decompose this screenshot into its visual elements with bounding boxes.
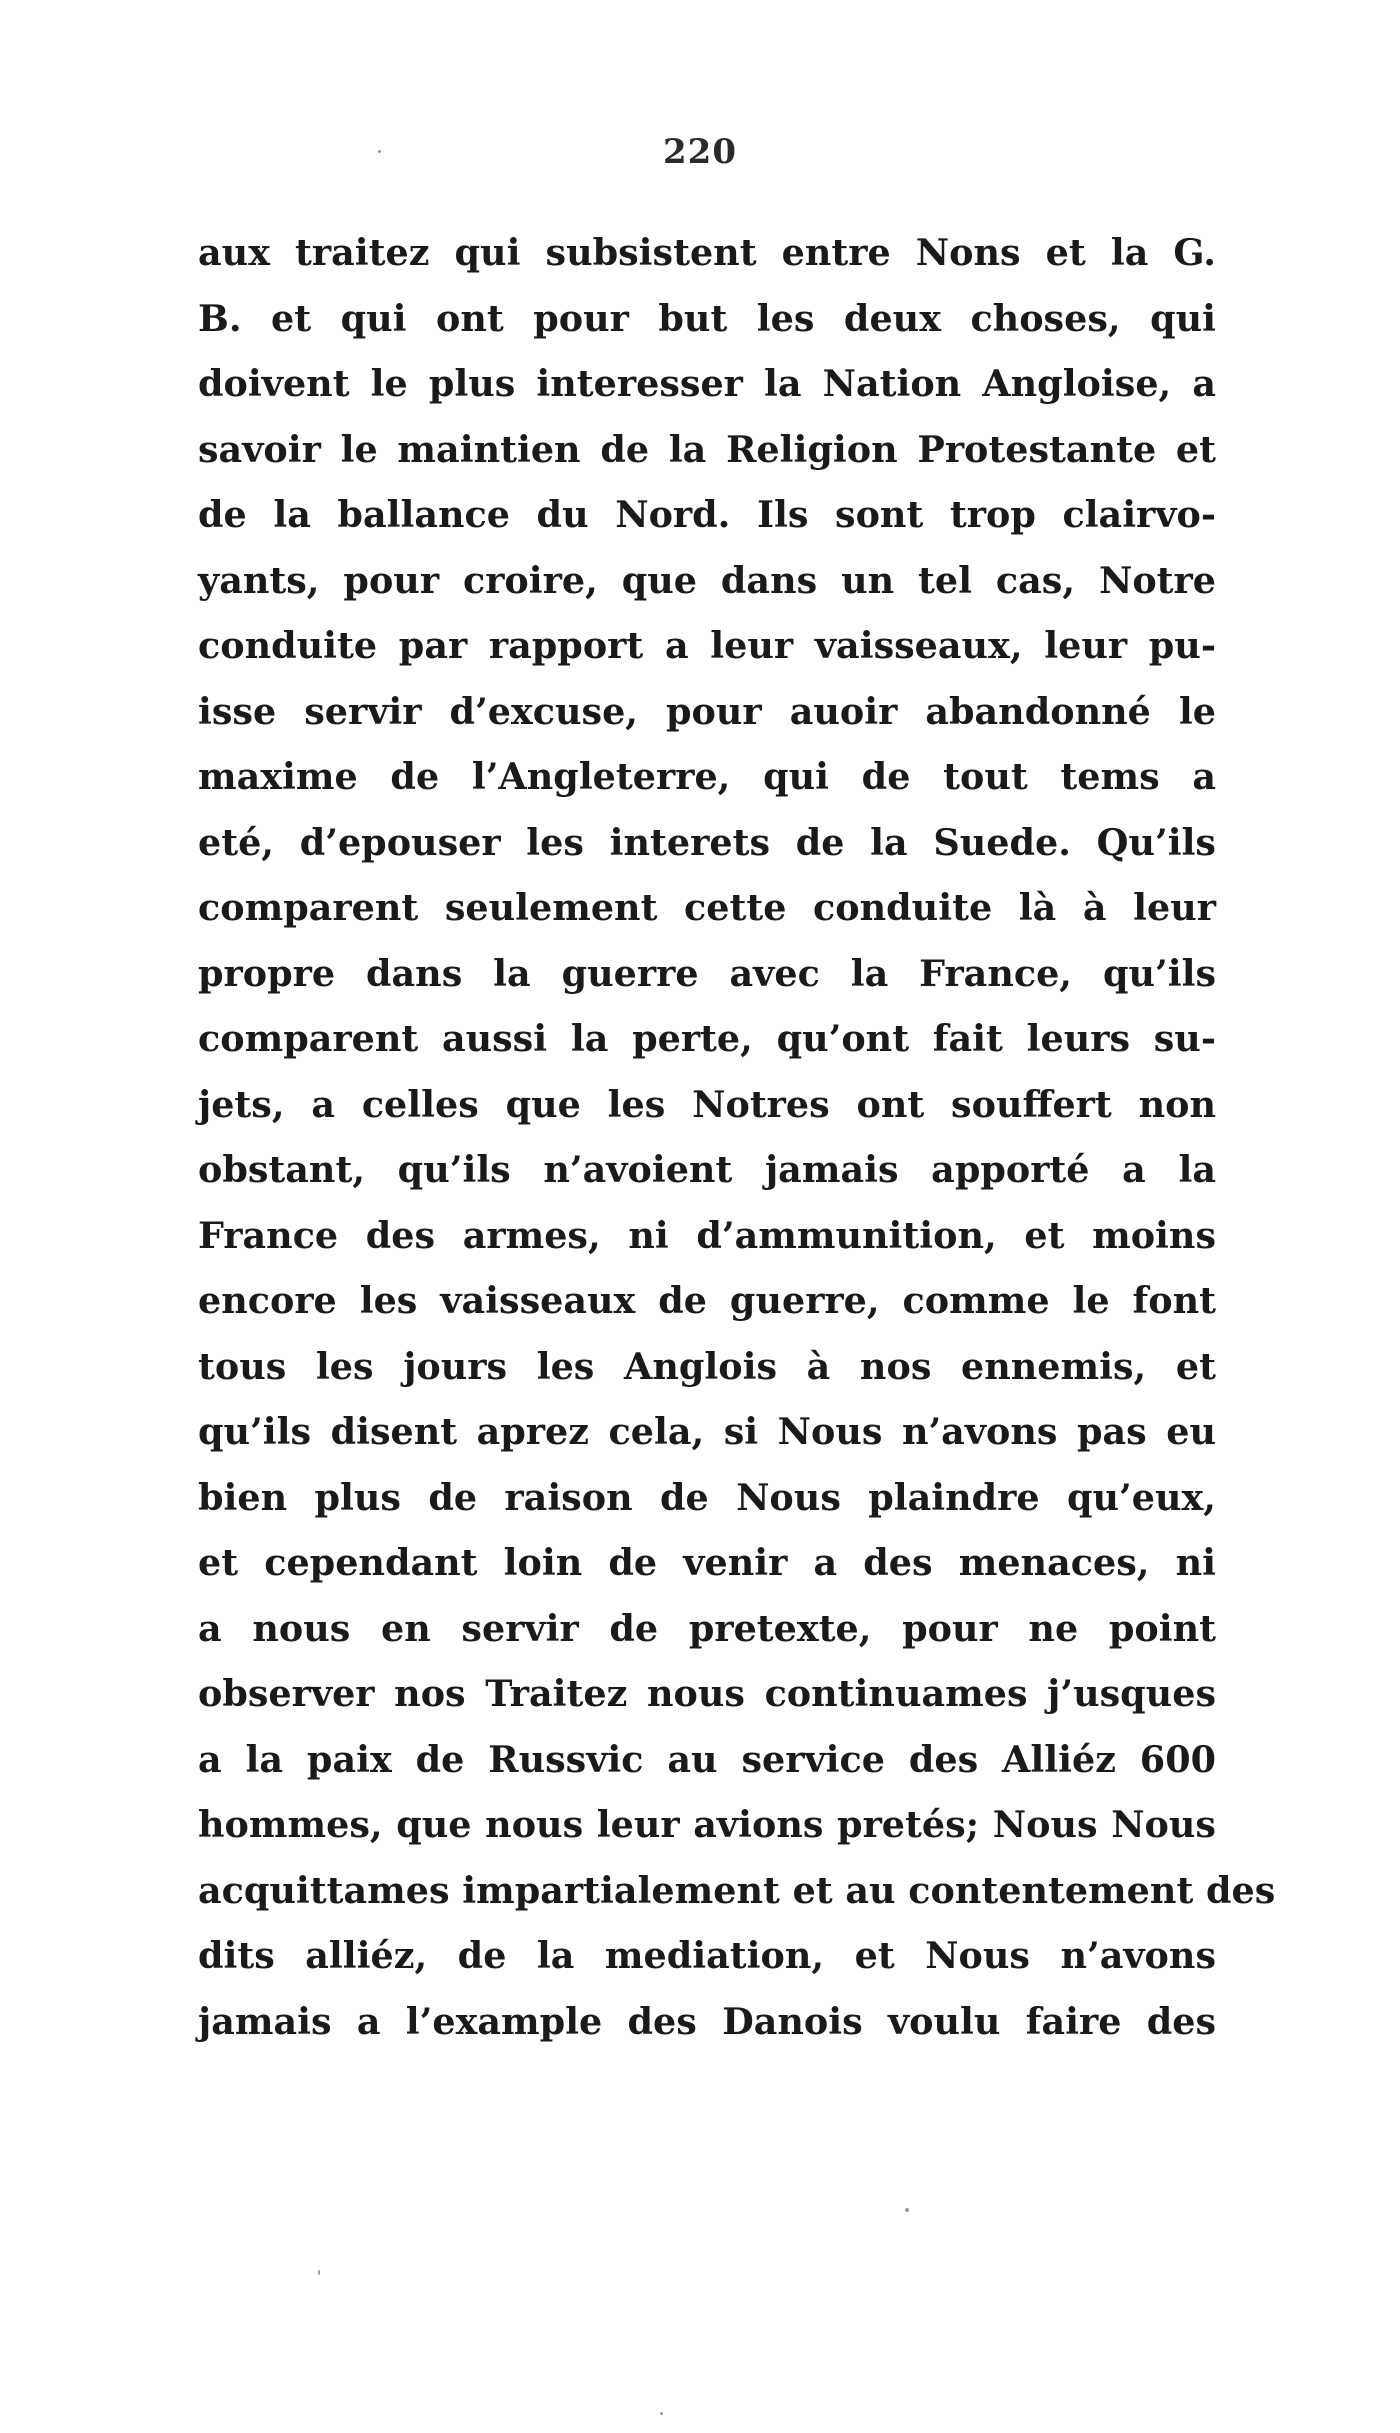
paper-speck: [905, 2208, 909, 2212]
text-line: encore les vaisseaux de guerre, comme le font: [198, 1279, 1216, 1322]
text-line: yants, pour croire, que dans un tel cas, Notre: [198, 558, 1216, 602]
text-line: a la paix de Russvic au service des Alliéz 600: [198, 1737, 1216, 1781]
text-line: et cependant loin de venir a des menaces, ni: [198, 1541, 1216, 1584]
text-line: eté, d’epouser les interets de la Suede. Qu’ils: [198, 820, 1216, 864]
text-line: propre dans la guerre avec la France, qu’ils: [198, 951, 1216, 995]
text-line: France des armes, ni d’ammunition, et moins: [198, 1213, 1216, 1257]
text-line: savoir le maintien de la Religion Protestante et: [198, 427, 1216, 471]
body-text: [198, 220, 1276, 2054]
text-line: a nous en servir de pretexte, pour ne point: [198, 1606, 1216, 1650]
text-line: maxime de l’Angleterre, qui de tout tems a: [198, 755, 1216, 798]
paper-speck: [378, 150, 381, 153]
text-line: bien plus de raison de Nous plaindre qu’eux,: [198, 1475, 1216, 1519]
text-line: observer nos Traitez nous continuames j’usques: [198, 1672, 1216, 1715]
text-line: B. et qui ont pour but les deux choses, qui: [198, 296, 1216, 340]
text-line: qu’ils disent aprez cela, si Nous n’avons pas eu: [198, 1410, 1216, 1453]
text-line: obstant, qu’ils n’avoient jamais apporté a la: [198, 1148, 1216, 1191]
text-line: jamais a l’example des Danois voulu faire des: [198, 1999, 1216, 2043]
text-line: conduite par rapport a leur vaisseaux, leur pu-: [198, 624, 1216, 667]
text-line: acquittames impartialement et au contentement des: [198, 1868, 1276, 1912]
text-line: doivent le plus interesser la Nation Angloise, a: [198, 362, 1216, 405]
page-number: 220: [663, 132, 737, 172]
text-line: comparent seulement cette conduite là à leur: [198, 886, 1216, 929]
paper-speck: [318, 2270, 320, 2275]
text-line: hommes, que nous leur avions pretés; Nous Nous: [198, 1803, 1216, 1846]
text-line: isse servir d’excuse, pour auoir abandonné le: [198, 689, 1216, 733]
text-line: comparent aussi la perte, qu’ont fait leurs su-: [198, 1017, 1216, 1060]
text-line: aux traitez qui subsistent entre Nons et la G.: [198, 231, 1216, 274]
text-line: jets, a celles que les Notres ont souffert non: [198, 1082, 1216, 1126]
paper-speck: [660, 2412, 663, 2415]
text-line: de la ballance du Nord. Ils sont trop clairvo-: [198, 493, 1216, 536]
text-line: tous les jours les Anglois à nos ennemis, et: [198, 1344, 1216, 1388]
text-line: dits alliéz, de la mediation, et Nous n’avons: [198, 1934, 1216, 1977]
